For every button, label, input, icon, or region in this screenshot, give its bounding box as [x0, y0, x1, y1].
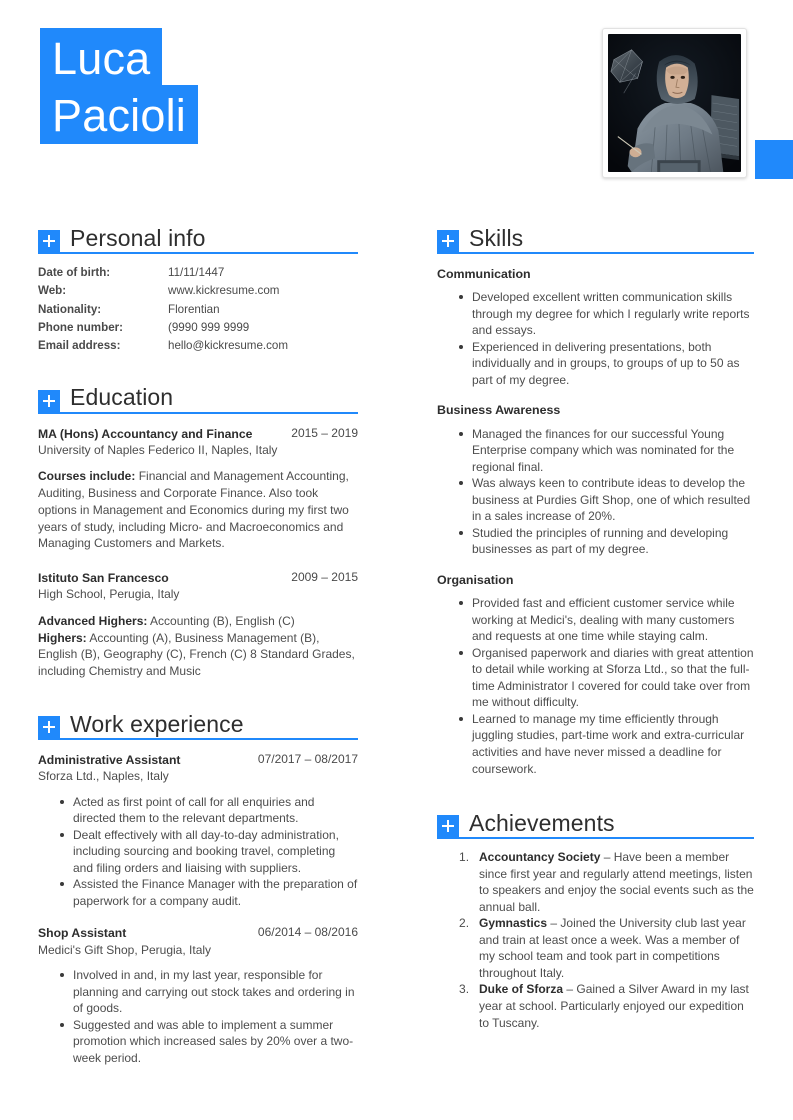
- section-work-experience: [38, 702, 358, 1066]
- list-item: Acted as first point of call for all enquiries and directed them to the relevant departments.: [60, 794, 358, 827]
- entry-title: Administrative Assistant: [38, 753, 181, 768]
- entry-date: 06/2014 – 08/2016: [257, 925, 358, 940]
- entry-description: [38, 468, 358, 552]
- profile-photo: [608, 34, 741, 172]
- entry-subtitle: Sforza Ltd., Naples, Italy: [38, 769, 169, 784]
- section-title: Personal info: [70, 224, 206, 251]
- section-title: Work experience: [70, 710, 244, 737]
- plus-icon: [437, 815, 459, 837]
- skill-group-title: Organisation: [437, 572, 514, 587]
- section-title: Education: [70, 384, 174, 411]
- entry-description-text: Accounting (B), English (C): [147, 613, 295, 628]
- section-achievements: [437, 801, 754, 1031]
- entry-subtitle: Medici's Gift Shop, Perugia, Italy: [38, 942, 212, 957]
- table-row: [38, 264, 358, 282]
- achievement-label: Accountancy Society: [479, 850, 601, 865]
- entry-header: [38, 570, 358, 586]
- candidate-name: [40, 28, 198, 144]
- section-divider: [38, 412, 358, 414]
- info-value: 11/11/1447: [168, 266, 225, 279]
- right-column: [437, 216, 754, 1031]
- section-title: Skills: [469, 224, 524, 251]
- entry-description-text: Financial and Management Accounting, Auditing, Business and Corporate Finance. Also took options in Management and Economics during my first two years of study, including Micro- and Macroeconomics and Managing Customers and Markets.: [38, 469, 349, 551]
- achievement-label: Gymnastics: [479, 916, 548, 931]
- section-title: Achievements: [469, 809, 615, 836]
- list-item: Learned to manage my time efficiently through juggling studies, part-time work and extra-curricular activities and have never missed a deadline for coursework.: [459, 711, 754, 777]
- list-item: Involved in and, in my last year, responsible for planning and carrying out stock takes and ordering in of goods.: [60, 967, 358, 1017]
- entry-description-text: Accounting (A), Business Management (B), English (B), Geography (C), French (C) 8 Standard Grades, including Chemistry and Music: [38, 630, 355, 679]
- section-header-education: [38, 376, 358, 412]
- list-item: Assisted the Finance Manager with the preparation of paperwork for a company audit.: [60, 876, 358, 909]
- profile-photo-frame: [602, 28, 747, 178]
- section-skills: [437, 216, 754, 777]
- info-label: Email address:: [38, 339, 121, 353]
- plus-icon: [38, 716, 60, 738]
- entry-date: 2009 – 2015: [291, 570, 358, 585]
- section-divider: [38, 252, 358, 254]
- list-item: Suggested and was able to implement a summer promotion which increased sales by 20% over a two-week period.: [60, 1017, 358, 1067]
- entry-description-secondary: [38, 630, 358, 680]
- entry-header: [38, 925, 358, 941]
- skill-group: [437, 572, 754, 777]
- achievement-label: Duke of Sforza: [479, 982, 564, 997]
- achievement-text: – Joined the University club last year and train at least once a week. Was a member of my school team and took part in competitions throughout Italy.: [479, 916, 746, 980]
- entry-date: 2015 – 2019: [291, 425, 358, 440]
- skill-group: [437, 402, 754, 558]
- info-value: Florentian: [168, 302, 220, 316]
- skill-bullet-list: [437, 289, 754, 388]
- list-item: Experienced in delivering presentations, both individually and in groups, to groups of up to 50 as part of my degree.: [459, 339, 754, 389]
- plus-icon: [38, 230, 60, 252]
- section-education: [38, 376, 358, 680]
- section-divider: [437, 252, 754, 254]
- personal-info-table: [38, 264, 358, 356]
- entry-description-label: Courses include:: [38, 469, 136, 484]
- entry-title: Istituto San Francesco: [38, 571, 169, 586]
- entry-header: [38, 426, 358, 442]
- info-label: Date of birth:: [38, 266, 111, 279]
- info-label: Nationality:: [38, 302, 102, 316]
- list-item: Was always keen to contribute ideas to develop the business at Purdies Gift Shop, one of which resulted in a sales increase of 20%.: [459, 475, 754, 525]
- info-label: Web:: [38, 284, 67, 298]
- skill-group-title: Communication: [437, 267, 531, 281]
- list-item: Managed the finances for our successful Young Enterprise company which was nominated for the regional final.: [459, 426, 754, 476]
- info-value: hello@kickresume.com: [168, 339, 289, 353]
- list-item: Provided fast and efficient customer service while working at Medici's, dealing with many customers and requests at one time while staying calm.: [459, 595, 754, 645]
- list-item: Dealt effectively with all day-to-day administration, including sourcing and booking travel, completing and filing orders and liaising with suppliers.: [60, 827, 358, 877]
- entry-title: Shop Assistant: [38, 926, 127, 941]
- entry-bullet-list: [38, 967, 358, 1066]
- section-header-personal-info: [38, 216, 358, 252]
- resume-header: [0, 0, 793, 200]
- entry-date: 07/2017 – 08/2017: [257, 752, 358, 767]
- accent-square-decoration: [755, 140, 793, 179]
- list-item: [459, 849, 754, 915]
- section-header-work-experience: [38, 702, 358, 738]
- info-label: Phone number:: [38, 320, 124, 334]
- section-divider: [38, 738, 358, 740]
- entry-description-label: Advanced Highers:: [38, 613, 148, 628]
- education-entry: [38, 426, 358, 553]
- achievements-list: [437, 849, 754, 1031]
- skill-group-title: Business Awareness: [437, 403, 561, 418]
- section-header-skills: [437, 216, 754, 252]
- section-personal-info: [38, 216, 358, 356]
- entry-description: [38, 613, 358, 630]
- achievement-text: – Gained a Silver Award in my last year at school. Particularly enjoyed our expedition to Tuscany.: [479, 982, 749, 1030]
- last-name: Pacioli: [40, 85, 198, 144]
- plus-icon: [38, 390, 60, 412]
- entry-subtitle: University of Naples Federico II, Naples, Italy: [38, 442, 278, 457]
- entry-subtitle: High School, Perugia, Italy: [38, 587, 180, 602]
- list-item: [459, 981, 754, 1031]
- table-row: [38, 319, 358, 337]
- education-entry: [38, 570, 358, 680]
- table-row: [38, 282, 358, 300]
- entry-header: [38, 752, 358, 768]
- entry-title: MA (Hons) Accountancy and Finance: [38, 426, 253, 441]
- info-value: www.kickresume.com: [168, 284, 280, 298]
- list-item: Developed excellent written communication skills through my degree for which I regularly write reports and essays.: [459, 289, 754, 339]
- plus-icon: [437, 230, 459, 252]
- list-item: Organised paperwork and diaries with great attention to detail while working at Sforza Ltd., so that the full-time Administrator I covered for could take over from me without difficulty.: [459, 645, 754, 711]
- table-row: [38, 301, 358, 319]
- entry-description-label: Highers:: [38, 630, 87, 645]
- info-value: (9990 999 9999: [168, 320, 250, 334]
- work-entry: [38, 925, 358, 1066]
- section-header-achievements: [437, 801, 754, 837]
- list-item: [459, 915, 754, 981]
- achievement-text: – Have been a member since first year and regularly attend meetings, listen to speakers and enjoy the social events such as the annual ball.: [479, 850, 754, 914]
- skill-bullet-list: [437, 426, 754, 558]
- table-row: [38, 337, 358, 355]
- skill-group: [437, 266, 754, 388]
- left-column: [38, 216, 358, 1066]
- work-entry: [38, 752, 358, 909]
- list-item: Studied the principles of running and developing businesses as part of my degree.: [459, 525, 754, 558]
- first-name: Luca: [40, 28, 162, 87]
- entry-bullet-list: [38, 794, 358, 910]
- section-divider: [437, 837, 754, 839]
- skill-bullet-list: [437, 595, 754, 777]
